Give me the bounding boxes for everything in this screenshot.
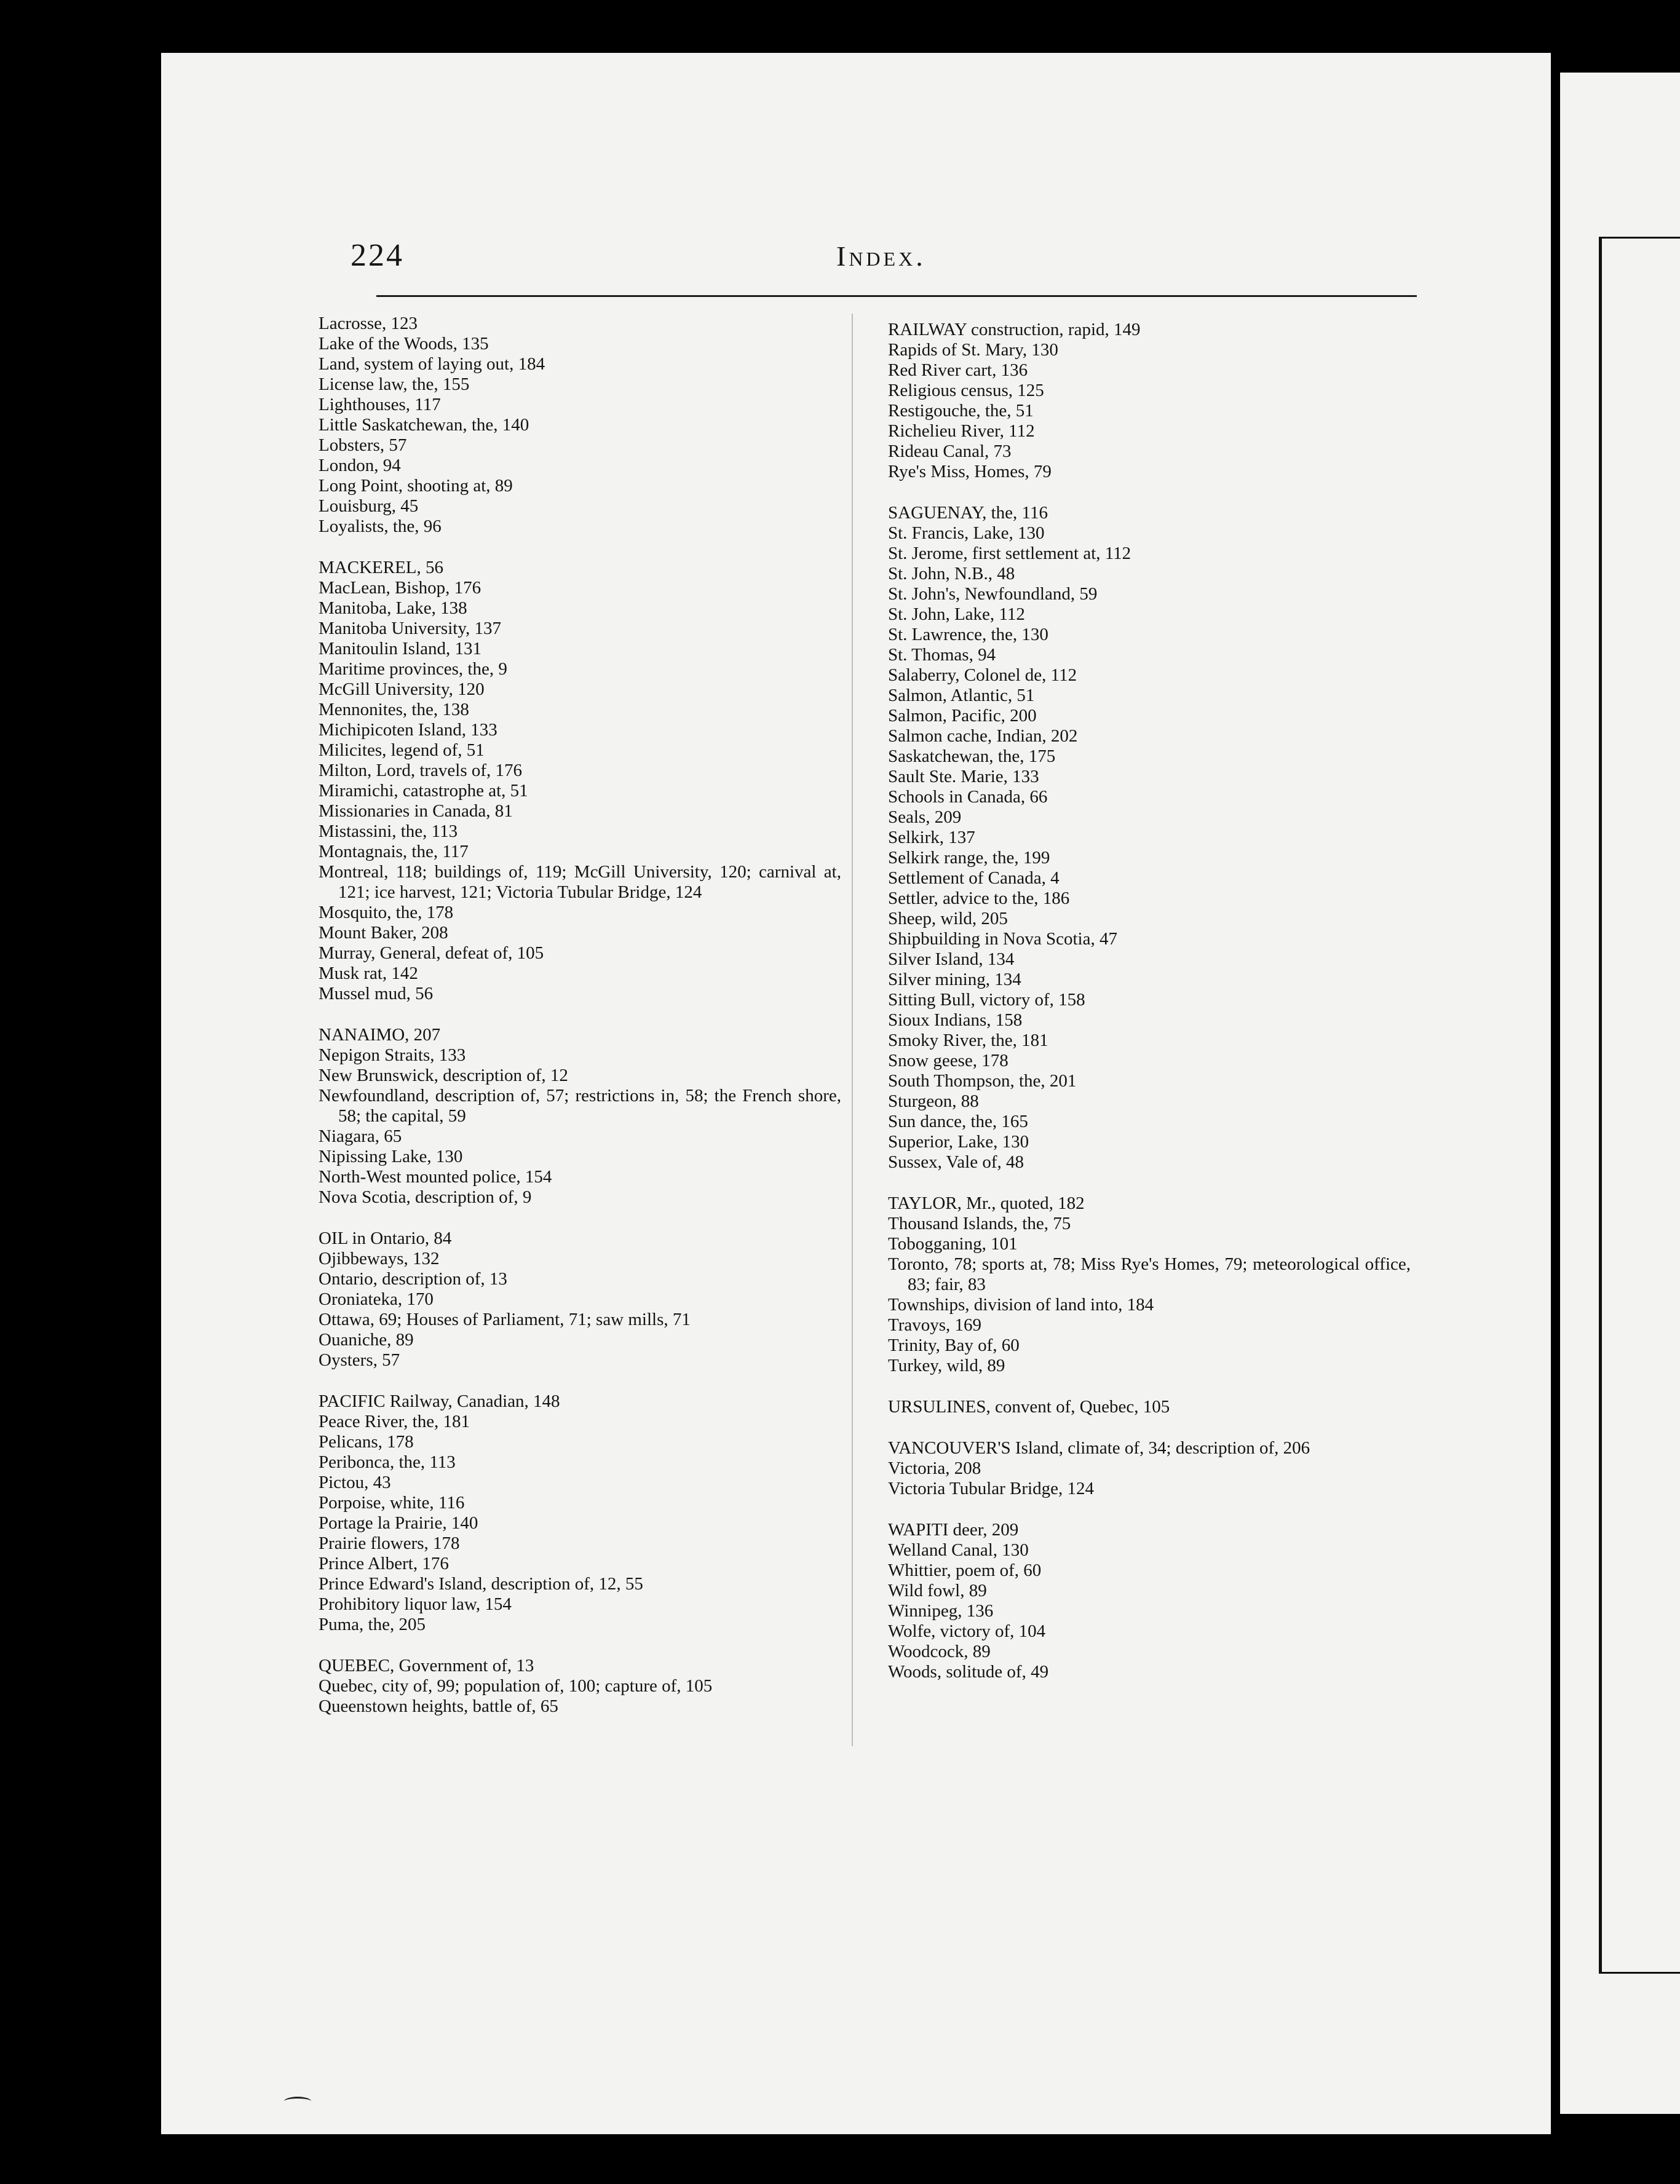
index-entry: RAILWAY construction, rapid, 149	[888, 320, 1141, 339]
index-entry: Ottawa, 69; Houses of Parliament, 71; saw mills, 71	[319, 1310, 691, 1329]
index-entry: Peribonca, the, 113	[319, 1452, 456, 1472]
index-entry: Mosquito, the, 178	[319, 903, 454, 922]
index-entry: Nova Scotia, description of, 9	[319, 1187, 532, 1207]
index-entry: URSULINES, convent of, Quebec, 105	[888, 1397, 1170, 1417]
index-entry: Prince Albert, 176	[319, 1554, 449, 1573]
index-entry: St. John, N.B., 48	[888, 564, 1015, 584]
index-entry: Sheep, wild, 205	[888, 909, 1008, 928]
index-entry: Selkirk range, the, 199	[888, 848, 1050, 868]
index-entry: OIL in Ontario, 84	[319, 1228, 452, 1248]
index-entry: Victoria, 208	[888, 1458, 981, 1478]
index-entry: Lighthouses, 117	[319, 395, 441, 414]
index-entry: Travoys, 169	[888, 1315, 982, 1335]
index-entry: Rye's Miss, Homes, 79	[888, 462, 1052, 481]
index-letter-group	[888, 1438, 1411, 1499]
index-entry: Shipbuilding in Nova Scotia, 47	[888, 929, 1117, 949]
index-entry: Prohibitory liquor law, 154	[319, 1594, 512, 1614]
index-entry: Schools in Canada, 66	[888, 787, 1048, 807]
index-entry: QUEBEC, Government of, 13	[319, 1656, 534, 1676]
index-entry: Rideau Canal, 73	[888, 441, 1012, 461]
index-entry: Musk rat, 142	[319, 963, 418, 983]
index-entry: Porpoise, white, 116	[319, 1493, 465, 1513]
index-entry: Miramichi, catastrophe at, 51	[319, 781, 528, 801]
index-entry: Ontario, description of, 13	[319, 1269, 507, 1289]
scan-mark	[284, 2097, 311, 2106]
index-entry: St. Francis, Lake, 130	[888, 523, 1045, 543]
index-entry: Victoria Tubular Bridge, 124	[888, 1479, 1094, 1498]
page-number: 224	[351, 238, 404, 273]
index-entry: Wild fowl, 89	[888, 1581, 987, 1600]
index-entry: Woodcock, 89	[888, 1642, 991, 1661]
index-letter-group	[319, 314, 841, 537]
index-entry: St. John, Lake, 112	[888, 604, 1025, 624]
index-entry: Long Point, shooting at, 89	[319, 476, 513, 496]
index-entry: Smoky River, the, 181	[888, 1031, 1048, 1050]
index-entry: Salaberry, Colonel de, 112	[888, 665, 1077, 685]
index-entry: North-West mounted police, 154	[319, 1167, 552, 1187]
index-entry: Richelieu River, 112	[888, 421, 1035, 441]
index-entry: PACIFIC Railway, Canadian, 148	[319, 1391, 560, 1411]
index-entry: Ojibbeways, 132	[319, 1249, 440, 1268]
index-entry: Sitting Bull, victory of, 158	[888, 990, 1085, 1010]
index-entry: Salmon, Atlantic, 51	[888, 686, 1035, 705]
header-rule	[376, 295, 1417, 297]
index-entry: Selkirk, 137	[888, 828, 975, 847]
index-entry: Nipissing Lake, 130	[319, 1147, 463, 1166]
index-entry: Mistassini, the, 113	[319, 821, 458, 841]
column-divider	[852, 314, 853, 1746]
index-entry: Pictou, 43	[319, 1473, 391, 1492]
index-entry: Prince Edward's Island, description of, 12, 55	[319, 1574, 643, 1594]
index-entry: Pelicans, 178	[319, 1432, 414, 1452]
index-entry: Puma, the, 205	[319, 1615, 426, 1634]
index-entry: Nepigon Straits, 133	[319, 1045, 466, 1065]
index-entry: Lacrosse, 123	[319, 314, 418, 333]
index-entry: New Brunswick, description of, 12	[319, 1066, 568, 1085]
index-entry: VANCOUVER'S Island, climate of, 34; description of, 206	[888, 1438, 1310, 1458]
index-entry: TAYLOR, Mr., quoted, 182	[888, 1193, 1085, 1213]
index-entry: Silver Island, 134	[888, 949, 1015, 969]
index-entry: Sturgeon, 88	[888, 1091, 979, 1111]
index-entry: Niagara, 65	[319, 1126, 402, 1146]
index-entry: Maritime provinces, the, 9	[319, 659, 507, 679]
index-entry: Salmon, Pacific, 200	[888, 706, 1037, 726]
index-entry: London, 94	[319, 456, 401, 475]
index-letter-group	[888, 320, 1411, 482]
index-letter-group	[888, 503, 1411, 1173]
index-column-left	[319, 314, 841, 1738]
index-entry: Loyalists, the, 96	[319, 516, 442, 536]
index-entry: Sussex, Vale of, 48	[888, 1152, 1024, 1172]
index-entry: SAGUENAY, the, 116	[888, 503, 1048, 523]
index-entry: Sun dance, the, 165	[888, 1112, 1028, 1131]
index-letter-group	[319, 1391, 841, 1635]
index-entry: St. Thomas, 94	[888, 645, 996, 665]
index-entry: Superior, Lake, 130	[888, 1132, 1029, 1152]
index-entry: Trinity, Bay of, 60	[888, 1335, 1020, 1355]
index-entry: Michipicoten Island, 133	[319, 720, 497, 740]
index-entry: Toronto, 78; sports at, 78; Miss Rye's Homes, 79; meteorological office, 83; fair, 83	[888, 1254, 1411, 1294]
index-entry: License law, the, 155	[319, 374, 470, 394]
index-entry: Religious census, 125	[888, 381, 1044, 400]
index-entry: Saskatchewan, the, 175	[888, 746, 1056, 766]
index-entry: Lobsters, 57	[319, 435, 407, 455]
index-entry: MACKEREL, 56	[319, 558, 443, 577]
index-letter-group	[319, 558, 841, 1004]
index-column-right	[888, 320, 1411, 1703]
index-letter-group	[319, 1228, 841, 1371]
index-entry: Welland Canal, 130	[888, 1540, 1029, 1560]
index-entry: Little Saskatchewan, the, 140	[319, 415, 529, 435]
index-entry: MacLean, Bishop, 176	[319, 578, 481, 598]
index-entry: Sault Ste. Marie, 133	[888, 767, 1039, 786]
index-entry: Snow geese, 178	[888, 1051, 1008, 1070]
index-entry: McGill University, 120	[319, 679, 485, 699]
index-entry: St. John's, Newfoundland, 59	[888, 584, 1098, 604]
running-head: Index.	[836, 240, 926, 272]
index-letter-group	[888, 1520, 1411, 1682]
index-entry: St. Lawrence, the, 130	[888, 625, 1048, 644]
index-entry: Newfoundland, description of, 57; restrictions in, 58; the French shore, 58; the capital, 59	[319, 1086, 841, 1126]
index-entry: Missionaries in Canada, 81	[319, 801, 513, 821]
index-entry: Silver mining, 134	[888, 970, 1021, 989]
index-entry: Red River cart, 136	[888, 360, 1028, 380]
index-entry: Woods, solitude of, 49	[888, 1662, 1049, 1682]
index-entry: Portage la Prairie, 140	[319, 1513, 478, 1533]
adjacent-page-frame	[1599, 237, 1680, 1974]
index-entry: Quebec, city of, 99; population of, 100; capture of, 105	[319, 1676, 713, 1696]
index-entry: Winnipeg, 136	[888, 1601, 994, 1621]
index-entry: Settlement of Canada, 4	[888, 868, 1060, 888]
index-entry: Queenstown heights, battle of, 65	[319, 1696, 558, 1716]
index-entry: Murray, General, defeat of, 105	[319, 943, 544, 963]
index-entry: Land, system of laying out, 184	[319, 354, 545, 374]
index-entry: Mount Baker, 208	[319, 923, 448, 943]
index-entry: Ouaniche, 89	[319, 1330, 414, 1350]
index-entry: Manitoulin Island, 131	[319, 639, 482, 659]
index-entry: St. Jerome, first settlement at, 112	[888, 544, 1131, 563]
index-entry: Restigouche, the, 51	[888, 401, 1034, 421]
index-entry: Whittier, poem of, 60	[888, 1561, 1042, 1580]
index-entry: South Thompson, the, 201	[888, 1071, 1077, 1091]
index-entry: Montreal, 118; buildings of, 119; McGill University, 120; carnival at, 121; ice harvest, 121; Victoria Tubular Bridge, 124	[319, 862, 841, 902]
index-letter-group	[319, 1656, 841, 1717]
index-letter-group	[319, 1025, 841, 1208]
index-entry: Prairie flowers, 178	[319, 1533, 460, 1553]
index-entry: Oysters, 57	[319, 1350, 400, 1370]
index-entry: Manitoba University, 137	[319, 619, 501, 638]
index-entry: Seals, 209	[888, 807, 962, 827]
index-letter-group	[888, 1397, 1411, 1417]
index-letter-group	[888, 1193, 1411, 1376]
index-entry: Townships, division of land into, 184	[888, 1295, 1154, 1315]
index-entry: Sioux Indians, 158	[888, 1010, 1023, 1030]
index-entry: Tobogganing, 101	[888, 1234, 1018, 1254]
index-entry: Settler, advice to the, 186	[888, 888, 1070, 908]
index-entry: Rapids of St. Mary, 130	[888, 340, 1058, 360]
index-entry: Thousand Islands, the, 75	[888, 1214, 1071, 1233]
index-entry: Mussel mud, 56	[319, 984, 434, 1003]
index-entry: Wolfe, victory of, 104	[888, 1621, 1046, 1641]
index-entry: WAPITI deer, 209	[888, 1520, 1019, 1540]
index-entry: Milicites, legend of, 51	[319, 740, 485, 760]
index-entry: Louisburg, 45	[319, 496, 419, 516]
index-entry: Manitoba, Lake, 138	[319, 598, 467, 618]
index-entry: Lake of the Woods, 135	[319, 334, 489, 354]
index-entry: Oroniateka, 170	[319, 1289, 434, 1309]
index-entry: Mennonites, the, 138	[319, 700, 469, 719]
index-entry: Montagnais, the, 117	[319, 842, 469, 861]
index-entry: NANAIMO, 207	[319, 1025, 441, 1045]
index-entry: Salmon cache, Indian, 202	[888, 726, 1078, 746]
index-entry: Turkey, wild, 89	[888, 1356, 1005, 1375]
index-entry: Milton, Lord, travels of, 176	[319, 761, 523, 780]
index-entry: Peace River, the, 181	[319, 1412, 470, 1431]
